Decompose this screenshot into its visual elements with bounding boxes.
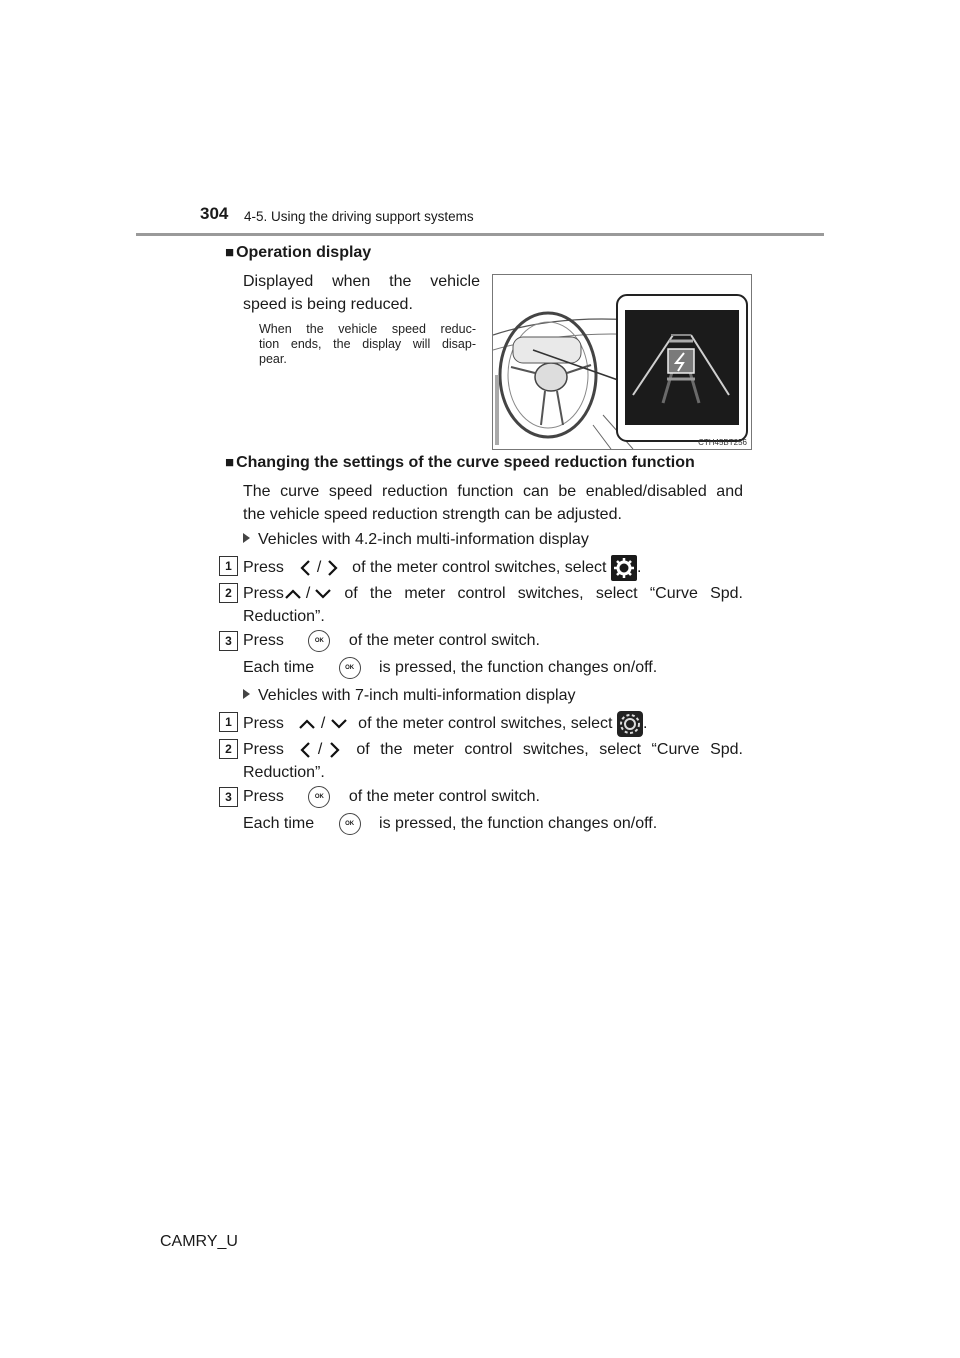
step-instruction: Press / of the meter control switches, select “Curve Spd. Reduction”. [243, 741, 743, 781]
triangle-right-icon [243, 533, 250, 543]
group-42-title: Vehicles with 4.2-inch multi-information display [243, 528, 589, 551]
step-number: 1 [219, 712, 238, 732]
operation-display-heading: ■ Operation display [225, 244, 372, 261]
footer-model: CAMRY_U [160, 1233, 238, 1250]
operation-display-note: When the vehicle speed reduc- tion ends, the display will disap- pear. [259, 322, 476, 366]
changing-settings-heading: ■ Changing the settings of the curve speed reduction function [225, 454, 695, 471]
operation-display-figure [492, 274, 752, 450]
page-number: 304 [200, 204, 229, 223]
chevron-right-icon [326, 559, 340, 577]
step-subnote: Each time OK is pressed, the function changes on/off. [243, 812, 657, 835]
chevron-right-icon [328, 741, 342, 759]
chevron-up-icon [298, 718, 316, 730]
step-instruction: Press / of the meter control switches, select . [243, 711, 647, 737]
ok-button-icon: OK [308, 786, 330, 808]
step-number: 3 [219, 787, 238, 807]
group-7-title: Vehicles with 7-inch multi-information display [243, 684, 575, 707]
ok-button-icon: OK [339, 657, 361, 679]
step-instruction: Press / of the meter control switches, select “Curve Spd. Reduction”. [243, 585, 743, 625]
step-instruction: Press / of the meter control switches, select . [243, 555, 641, 581]
chevron-down-icon [314, 588, 332, 600]
step-instruction: Press OK of the meter control switch. [243, 629, 540, 652]
chevron-up-icon [284, 588, 302, 600]
step-number: 1 [219, 556, 238, 576]
step-number: 2 [219, 583, 238, 603]
section-title: 4-5. Using the driving support systems [244, 209, 474, 224]
square-bullet-icon: ■ [225, 244, 235, 261]
ok-button-icon: OK [308, 630, 330, 652]
step-number: 3 [219, 631, 238, 651]
square-bullet-icon: ■ [225, 454, 235, 471]
chevron-down-icon [330, 718, 348, 730]
step-instruction: Press OK of the meter control switch. [243, 785, 540, 808]
header-divider [136, 233, 824, 236]
chevron-left-icon [298, 741, 312, 759]
ok-button-icon: OK [339, 813, 361, 835]
changing-settings-body: The curve speed reduction function can be enabled/disabled and the vehicle speed reduction strength can be adjusted. [243, 483, 743, 523]
gear-settings-icon [611, 555, 637, 581]
step-subnote: Each time OK is pressed, the function changes on/off. [243, 656, 657, 679]
figure-code: CTH45BT256 [698, 438, 747, 447]
dashboard-illustration [493, 275, 751, 449]
step-number: 2 [219, 739, 238, 759]
triangle-right-icon [243, 689, 250, 699]
operation-display-body: Displayed when the vehicle speed is being reduced. [243, 273, 480, 313]
chevron-left-icon [298, 559, 312, 577]
gear-settings-icon [617, 711, 643, 737]
